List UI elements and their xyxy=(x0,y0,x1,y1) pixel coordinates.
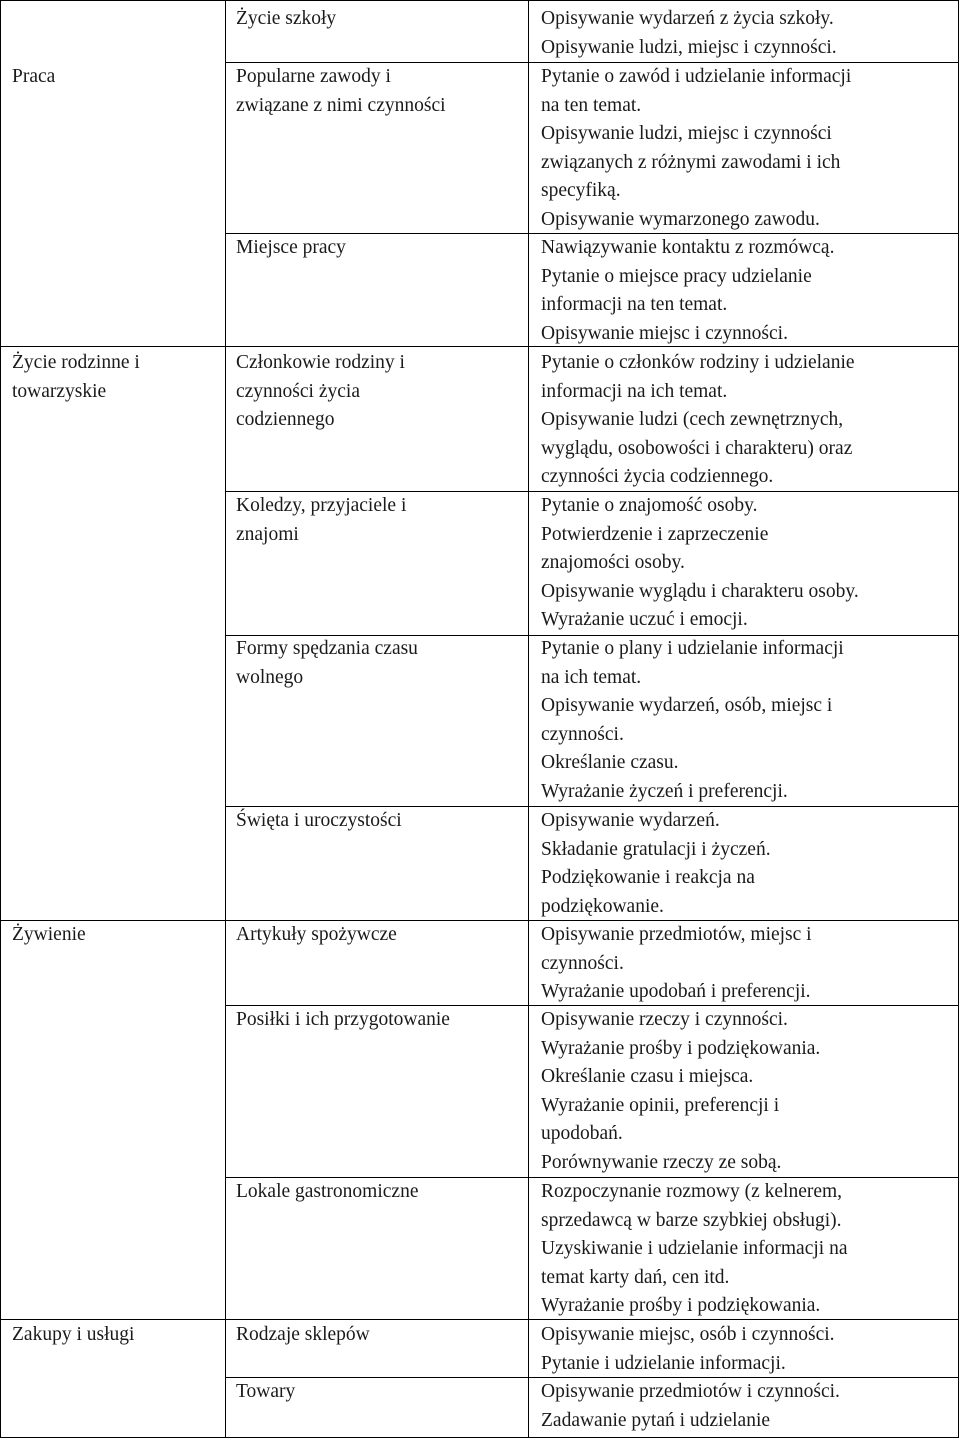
topic-cell-zywienie: Żywienie xyxy=(12,924,86,945)
table-border-col-2 xyxy=(528,0,529,1438)
functions-cell: Pytanie o znajomość osoby. Potwierdzenie i zaprzeczenie znajomości osoby. Opisywanie wyglądu i charakteru osoby. Wyrażanie uczuć i emocji. xyxy=(541,495,859,631)
subtopic-cell: Artykuły spożywcze xyxy=(236,924,397,945)
subtopic-cell: Formy spędzania czasu wolnego xyxy=(236,638,418,688)
topic-cell-zakupy: Zakupy i usługi xyxy=(12,1324,135,1345)
subtopic-cell: Święta i uroczystości xyxy=(236,810,402,831)
functions-cell: Opisywanie wydarzeń z życia szkoły. Opisywanie ludzi, miejsc i czynności. xyxy=(541,8,837,58)
table-border-left xyxy=(0,0,1,1438)
functions-cell: Rozpoczynanie rozmowy (z kelnerem, sprzedawcą w barze szybkiej obsługi). Uzyskiwanie i udzielanie informacji na temat karty dań, cen itd. Wyrażanie prośby i podziękowania. xyxy=(541,1181,848,1317)
subtopic-cell: Życie szkoły xyxy=(236,8,337,29)
functions-cell: Opisywanie wydarzeń. Składanie gratulacji i życzeń. Podziękowanie i reakcja na podziękowanie. xyxy=(541,810,771,917)
functions-cell: Nawiązywanie kontaktu z rozmówcą. Pytanie o miejsce pracy udzielanie informacji na ten temat. Opisywanie miejsc i czynności. xyxy=(541,237,835,344)
subtopic-cell: Posiłki i ich przygotowanie xyxy=(236,1009,450,1030)
subtopic-cell: Miejsce pracy xyxy=(236,237,346,258)
functions-cell: Opisywanie rzeczy i czynności. Wyrażanie prośby i podziękowania. Określanie czasu i miejsca. Wyrażanie opinii, preferencji i upodobań. Porównywanie rzeczy ze sobą. xyxy=(541,1009,821,1173)
topic-cell-praca: Praca xyxy=(12,66,56,87)
subtopic-cell: Rodzaje sklepów xyxy=(236,1324,370,1345)
functions-cell: Pytanie o członków rodziny i udzielanie informacji na ich temat. Opisywanie ludzi (cech zewnętrznych, wyglądu, osobowości i charakteru) oraz czynności życia codziennego. xyxy=(541,352,855,488)
topic-cell-zycie-rodzinne: Życie rodzinne i towarzyskie xyxy=(12,352,140,402)
table-border-top xyxy=(0,0,959,1)
subtopic-cell: Lokale gastronomiczne xyxy=(236,1181,419,1202)
functions-cell: Opisywanie przedmiotów i czynności. Zadawanie pytań i udzielanie xyxy=(541,1381,840,1431)
row-divider-full xyxy=(0,920,959,921)
table-border-right xyxy=(958,0,959,1438)
functions-cell: Opisywanie przedmiotów, miejsc i czynności. Wyrażanie upodobań i preferencji. xyxy=(541,924,812,1003)
functions-cell: Pytanie o zawód i udzielanie informacji na ten temat. Opisywanie ludzi, miejsc i czynności związanych z różnymi zawodami i ich specyfiką. Opisywanie wymarzonego zawodu. xyxy=(541,66,852,230)
functions-cell: Pytanie o plany i udzielanie informacji na ich temat. Opisywanie wydarzeń, osób, miejsc i czynności. Określanie czasu. Wyrażanie życzeń i preferencji. xyxy=(541,638,844,802)
functions-cell: Opisywanie miejsc, osób i czynności. Pytanie i udzielanie informacji. xyxy=(541,1324,835,1374)
subtopic-cell: Towary xyxy=(236,1381,296,1402)
subtopic-cell: Członkowie rodziny i czynności życia codziennego xyxy=(236,352,405,431)
table-border-col-1 xyxy=(225,0,226,1438)
subtopic-cell: Koledzy, przyjaciele i znajomi xyxy=(236,495,407,545)
subtopic-cell: Popularne zawody i związane z nimi czynności xyxy=(236,66,446,116)
